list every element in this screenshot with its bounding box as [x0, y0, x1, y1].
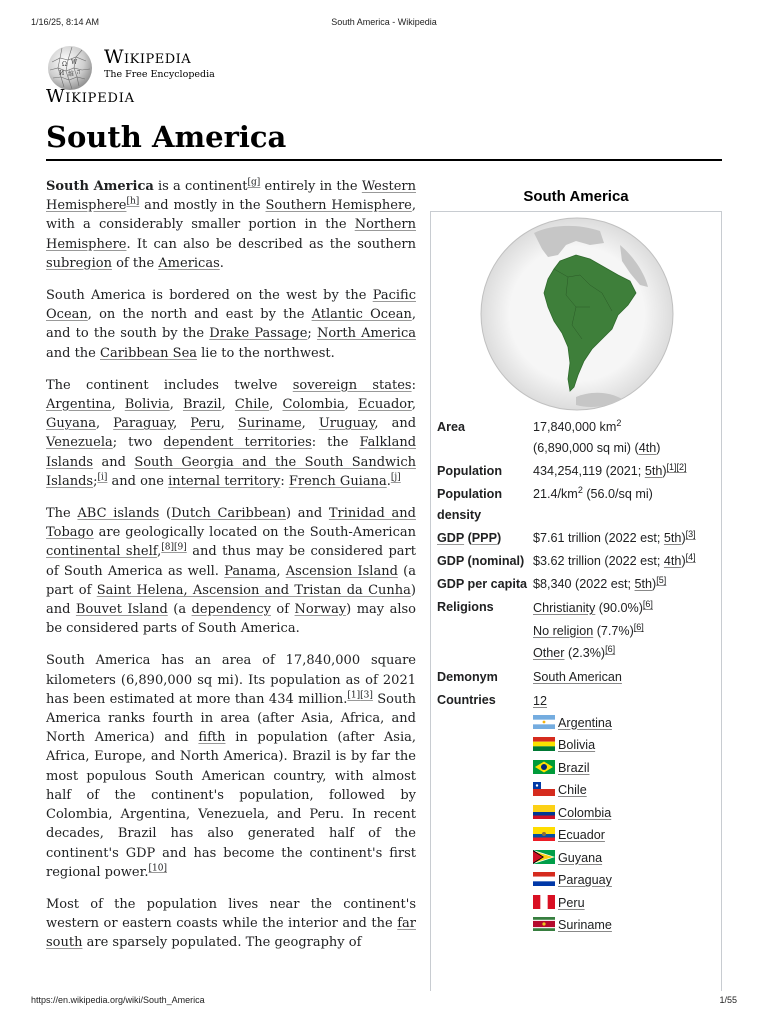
print-footer [0, 995, 768, 1007]
link-french-guiana[interactable]: French Guiana [288, 473, 387, 489]
link-falkland-islands[interactable]: Falkland Islands [46, 435, 417, 470]
ref-link[interactable]: [1] [347, 690, 361, 701]
link-guyana[interactable]: Guyana [46, 416, 96, 432]
ref-link[interactable]: [4] [685, 551, 696, 562]
ref-link[interactable]: [6] [633, 621, 644, 632]
gdp-nominal-rank-link[interactable]: 4th [663, 554, 682, 568]
svg-text:И: И [59, 70, 65, 77]
area-value: 17,840,000 $km^2$ (6,890,000 sq mi) (4th) [533, 417, 661, 455]
flag-guyana-icon [533, 850, 555, 864]
link-uruguay[interactable]: Uruguay [318, 416, 375, 432]
ppp-link[interactable]: PPP [471, 531, 497, 545]
flag-suriname-icon [533, 917, 555, 931]
country-item-argentina [533, 712, 719, 735]
link-norway[interactable]: Norway [294, 602, 347, 618]
flag-colombia-icon [533, 805, 555, 819]
religion-item: No religion (7.7%)[6] [533, 621, 644, 638]
country-item-ecuador [533, 824, 719, 847]
link-chile[interactable]: Chile [234, 397, 270, 413]
note-link[interactable]: [j] [390, 472, 401, 483]
link-venezuela[interactable]: Venezuela [46, 435, 113, 451]
link-ecuador[interactable]: Ecuador [358, 397, 412, 413]
country-item-colombia [533, 802, 719, 825]
link-dependent-territories[interactable]: dependent territories [163, 435, 312, 451]
ref-link[interactable]: [9] [174, 543, 187, 554]
infobox-row-density [437, 484, 719, 528]
svg-text:Ω: Ω [62, 61, 67, 68]
link-paraguay[interactable]: Paraguay [113, 416, 174, 432]
country-ecuador-link[interactable]: Ecuador [558, 828, 605, 842]
flag-paraguay-icon [533, 872, 555, 886]
wikipedia-tagline: The Free Encyclopedia [104, 69, 215, 80]
print-page-title: South America - Wikipedia [331, 17, 437, 27]
print-url: https://en.wikipedia.org/wiki/South_America [31, 995, 205, 1005]
country-item-paraguay [533, 869, 719, 892]
flag-ecuador-icon [533, 827, 555, 841]
page-title: South America [46, 120, 287, 154]
countries-count-link[interactable]: 12 [533, 693, 548, 708]
country-item-chile [533, 779, 719, 802]
ref-link[interactable]: [1] [666, 461, 677, 472]
link-north-america[interactable]: North America [316, 326, 416, 342]
religions-value [533, 597, 719, 667]
ref-link[interactable]: [3] [685, 528, 696, 539]
link-atlantic-ocean[interactable]: Atlantic Ocean [311, 307, 412, 323]
country-bolivia-link[interactable]: Bolivia [558, 738, 596, 752]
religion-item: Christianity (90.0%)[6] [533, 598, 653, 615]
gdp-ppp-value: $7.61 trillion (2022 est; 5th)[3] [533, 528, 696, 545]
ref-link[interactable]: [6] [642, 598, 653, 609]
religion-christianity-link[interactable]: Christianity [533, 601, 596, 615]
link-drake-passage[interactable]: Drake Passage [209, 326, 308, 342]
country-peru-link[interactable]: Peru [558, 895, 585, 910]
link-suriname[interactable]: Suriname [237, 416, 302, 432]
ref-link[interactable]: [6] [605, 643, 616, 654]
link-colombia[interactable]: Colombia [282, 397, 345, 413]
infobox-row-area [437, 417, 719, 461]
link-fifth[interactable]: fifth [198, 730, 226, 746]
country-item-peru [533, 892, 719, 915]
flag-bolivia-icon [533, 737, 555, 751]
link-trinidad-tobago[interactable]: Trinidad and Tobago [46, 506, 416, 541]
paragraph-islands: The ABC islands (Dutch Caribbean) and Trinidad and Tobago are geologically located on the South-American continental shelf,[8][9] and thus may be considered part of South America as well. Panama, Ascension Island (a part of Saint Helena, Ascension and Tristan da Cunha) and Bouvet Island (a dependency of Norway) may also be considered parts of South America. [46, 506, 416, 637]
infobox-title: South America [523, 188, 629, 205]
link-peru[interactable]: Peru [190, 416, 221, 432]
religion-item: Other (2.3%)[6] [533, 643, 616, 660]
link-southern-hemisphere[interactable]: Southern Hemisphere [265, 198, 412, 214]
note-link[interactable]: [i] [97, 472, 108, 483]
paragraph-area-population: South America has an area of 17,840,000 square kilometers (6,890,000 sq mi). Its population as of 2021 has been estimated at more than 434 million.[1][3] South America ranks fourth in area (after Asia, Africa, and North America) and fifth in population (after Asia, Africa, Europe, and North America). Brazil is by far the most populous South American country, with almost half of the continent's population, followed by Colombia, Argentina, Venezuela, and Peru. In recent decades, Brazil has also generated half of the continent's GDP and has become the continent's first regional power.[10] [46, 653, 416, 880]
gdp-capita-rank-link[interactable]: 5th [634, 577, 653, 591]
orthographic-map-image[interactable] [472, 215, 682, 415]
gdp-ppp-label: GDP (PPP) [437, 531, 502, 545]
flag-brazil-icon [533, 760, 555, 774]
link-argentina[interactable]: Argentina [46, 397, 112, 413]
country-item-guyana [533, 847, 719, 870]
flag-peru-icon [533, 895, 555, 909]
infobox-row-population [437, 461, 719, 484]
link-dependency[interactable]: dependency [191, 602, 271, 618]
link-abc-islands[interactable]: ABC islands [77, 506, 160, 522]
population-label: Population [437, 464, 503, 478]
article-body [46, 177, 416, 966]
country-guyana-link[interactable]: Guyana [558, 850, 603, 865]
link-bouvet-island[interactable]: Bouvet Island [75, 602, 168, 618]
country-item-suriname [533, 914, 719, 937]
infobox-row-demonym [437, 667, 719, 690]
link-south-georgia[interactable]: South Georgia and the South Sandwich Islands [46, 454, 416, 489]
link-subregion[interactable]: subregion [46, 255, 112, 271]
country-colombia-link[interactable]: Colombia [558, 805, 612, 820]
link-americas[interactable]: Americas [158, 255, 220, 271]
country-chile-link[interactable]: Chile [558, 783, 587, 797]
country-argentina-link[interactable]: Argentina [558, 715, 612, 730]
paragraph-intro: South America is a continent[g] entirely in the Western Hemisphere[h] and mostly in the Southern Hemisphere, with a considerably smaller portion in the Northern Hemisphere. It can also be described as the southern subregion of the Americas. [46, 177, 416, 271]
print-header [0, 17, 768, 29]
infobox-row-gdp-nominal [437, 551, 719, 574]
ref-link[interactable]: [5] [656, 574, 667, 585]
ref-link[interactable]: [3] [360, 690, 373, 701]
countries-value [533, 690, 719, 939]
religions-label: Religions [437, 600, 494, 614]
paragraph-states: The continent includes twelve sovereign states: Argentina, Bolivia, Brazil, Chile, Colombia, Ecuador, Guyana, Paraguay, Peru, Suriname, Uruguay, and Venezuela; two dependent territories: the Falkland Islands and South Georgia and the South Sandwich Islands;[i] and one internal territory: French Guiana.[j] [46, 377, 417, 489]
population-value: 434,254,119 (2021; 5th)[1][2] [533, 461, 687, 478]
country-paraguay-link[interactable]: Paraguay [558, 873, 612, 887]
link-dutch-caribbean[interactable]: Dutch Caribbean [171, 506, 286, 522]
link-saint-helena[interactable]: Saint Helena, Ascension and Tristan da Cunha [96, 582, 411, 598]
flag-argentina-icon [533, 715, 555, 729]
gdp-capita-value: $8,340 (2022 est; 5th)[5] [533, 574, 667, 591]
country-brazil-link[interactable]: Brazil [558, 760, 590, 775]
area-rank-link[interactable]: 4th [638, 441, 657, 455]
ref-link[interactable]: [10] [148, 863, 167, 874]
density-value: $21.4/km^2$ (56.0/sq mi) [533, 484, 653, 501]
gdp-ppp-rank-link[interactable]: 5th [663, 531, 682, 545]
title-divider [46, 159, 722, 161]
demonym-value [533, 667, 719, 690]
population-rank-link[interactable]: 5th [644, 464, 663, 478]
print-datetime: 1/16/25, 8:14 AM [31, 17, 100, 27]
infobox [430, 211, 722, 991]
gdp-capita-label: GDP per capita [437, 577, 528, 591]
area-label: Area [437, 420, 466, 434]
note-link[interactable]: [g] [247, 177, 261, 188]
wikipedia-wordmark-secondary: Wikipedia [46, 86, 135, 107]
infobox-row-countries [437, 690, 719, 939]
demonym-label: Demonym [437, 669, 498, 684]
link-panama[interactable]: Panama [224, 563, 277, 579]
link-internal-territory[interactable]: internal territory [168, 473, 281, 489]
svg-text:W: W [71, 59, 78, 66]
note-link[interactable]: [h] [126, 196, 140, 207]
link-ascension-island[interactable]: Ascension Island [285, 563, 398, 579]
link-far-south[interactable]: far south [46, 916, 416, 951]
link-northern-hemisphere[interactable]: Northern Hemisphere [46, 217, 416, 252]
countries-label: Countries [437, 692, 496, 707]
demonym-link[interactable]: South American [533, 669, 622, 684]
svg-text:ה: ה [77, 69, 81, 76]
link-sovereign-states[interactable]: sovereign states [292, 377, 412, 393]
country-item-brazil [533, 757, 719, 780]
density-label: Population density [437, 487, 503, 522]
country-item-bolivia [533, 734, 719, 757]
religion-none-link[interactable]: No religion [533, 623, 594, 638]
gdp-nominal-label: GDP (nominal) [437, 554, 525, 568]
wikipedia-wordmark: Wikipedia [104, 46, 192, 68]
flag-chile-icon [533, 782, 555, 796]
link-western-hemisphere[interactable]: Western Hemisphere [46, 179, 416, 214]
gdp-nominal-value: $3.62 trillion (2022 est; 4th)[4] [533, 551, 696, 568]
print-page-number: 1/55 [719, 995, 737, 1005]
paragraph-borders: South America is bordered on the west by the Pacific Ocean, on the north and east by the Atlantic Ocean, and to the south by the Drake Passage; North America and the Caribbean Sea lie to the northwest. [46, 288, 416, 361]
ref-link[interactable]: [2] [676, 461, 687, 472]
link-bolivia[interactable]: Bolivia [124, 397, 170, 413]
wikipedia-globe-icon [46, 44, 94, 92]
religion-other-link[interactable]: Other [533, 646, 565, 660]
infobox-table [437, 417, 719, 939]
infobox-row-gdp-ppp [437, 528, 719, 551]
paragraph-geography: Most of the population lives near the continent's western or eastern coasts while the interior and the far south are sparsely populated. The geography of [46, 896, 416, 951]
infobox-row-religions [437, 597, 719, 667]
link-continental-shelf[interactable]: continental shelf [46, 544, 158, 560]
gdp-link[interactable]: GDP [437, 531, 465, 545]
infobox-row-gdp-capita [437, 574, 719, 597]
link-caribbean-sea[interactable]: Caribbean Sea [100, 345, 198, 361]
link-brazil[interactable]: Brazil [182, 397, 222, 413]
country-suriname-link[interactable]: Suriname [558, 918, 612, 932]
ref-link[interactable]: [8] [161, 543, 175, 554]
link-pacific-ocean[interactable]: Pacific Ocean [46, 288, 416, 323]
svg-text:維: 維 [68, 71, 75, 78]
